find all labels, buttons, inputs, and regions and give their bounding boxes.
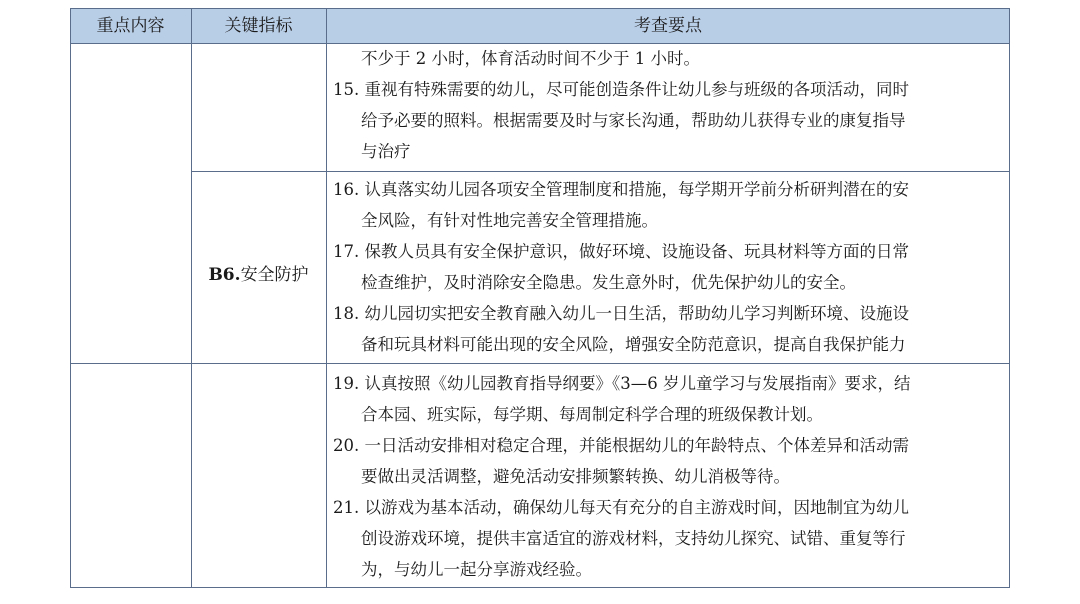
item-18-line-2: 备和玩具材料可能出现的安全风险，增强安全防范意识，提高自我保护能力	[361, 335, 906, 354]
text-line: 不少于 2 小时，体育活动时间不少于 1 小时。	[361, 49, 700, 68]
item-20-line-2: 要做出灵活调整，避免活动安排频繁转换、幼儿消极等待。	[361, 467, 790, 486]
item-20-line-1: 20. 一日活动安排相对稳定合理，并能根据幼儿的年龄特点、个体差异和活动需	[333, 436, 909, 455]
item-21-line-3: 为，与幼儿一起分享游戏经验。	[361, 560, 592, 579]
item-15-line-2: 给予必要的照料。根据需要及时与家长沟通，帮助幼儿获得专业的康复指导	[361, 111, 906, 130]
column-divider-1	[191, 8, 192, 588]
header-key-indicator: 关键指标	[224, 16, 293, 36]
table-bottom-border	[70, 587, 1010, 588]
item-17-line-2: 检查维护，及时消除安全隐患。发生意外时，优先保护幼儿的安全。	[361, 273, 856, 292]
header-key-content: 重点内容	[96, 16, 165, 36]
item-21-line-1: 21. 以游戏为基本活动，确保幼儿每天有充分的自主游戏时间，因地制宜为幼儿	[333, 498, 909, 517]
column-divider-2	[326, 8, 327, 588]
table-left-border	[70, 8, 71, 588]
row-divider-b6-top	[191, 171, 1010, 172]
item-18-line-1: 18. 幼儿园切实把安全教育融入幼儿一日生活，帮助幼儿学习判断环境、设施设	[333, 304, 909, 323]
table-right-border	[1009, 8, 1010, 588]
item-16-line-2: 全风险，有针对性地完善安全管理措施。	[361, 211, 658, 230]
indicator-code: B6.	[208, 265, 241, 285]
item-21-line-2: 创设游戏环境，提供丰富适宜的游戏材料，支持幼儿探究、试错、重复等行	[361, 529, 906, 548]
indicator-b6	[191, 260, 326, 285]
item-16-line-1: 16. 认真落实幼儿园各项安全管理制度和措施，每学期开学前分析研判潜在的安	[333, 180, 909, 199]
item-15-line-1: 15. 重视有特殊需要的幼儿，尽可能创造条件让幼儿参与班级的各项活动，同时	[333, 80, 909, 99]
item-17-line-1: 17. 保教人员具有安全保护意识，做好环境、设施设备、玩具材料等方面的日常	[333, 242, 909, 261]
item-15-line-3: 与治疗	[361, 142, 411, 161]
table-header	[70, 8, 1010, 44]
row-divider-b6-bottom	[70, 363, 1010, 364]
indicator-label: 安全防护	[240, 265, 309, 285]
item-19-line-1: 19. 认真按照《幼儿园教育指导纲要》《3—6 岁儿童学习与发展指南》要求，结	[333, 374, 911, 393]
header-assessment-points: 考查要点	[634, 16, 702, 36]
item-19-line-2: 合本园、班实际，每学期、每周制定科学合理的班级保教计划。	[361, 405, 823, 424]
